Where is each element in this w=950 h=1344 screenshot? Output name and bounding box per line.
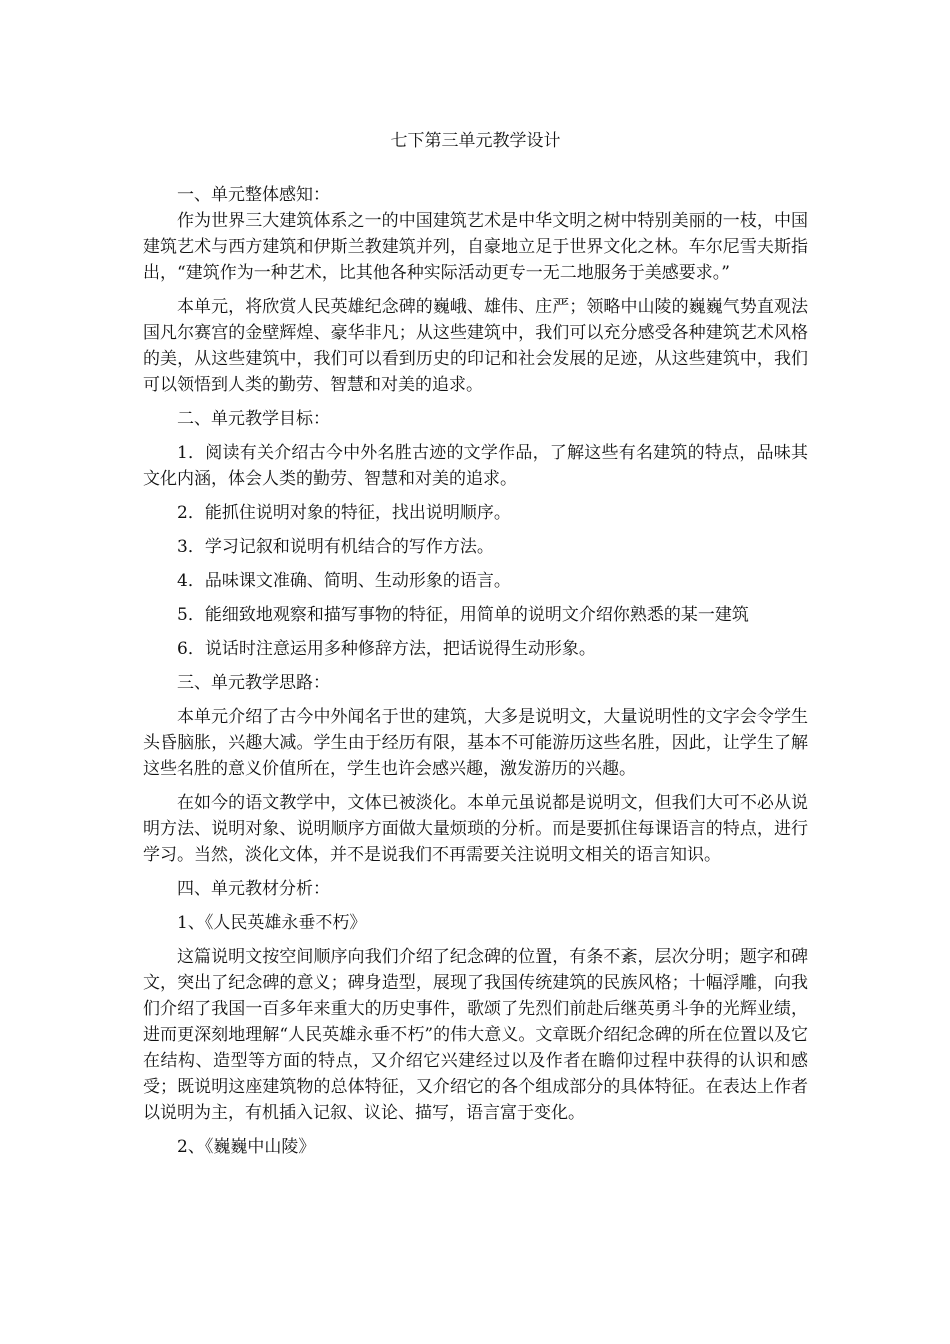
spacer xyxy=(143,492,808,500)
spacer xyxy=(143,526,808,534)
document-body xyxy=(143,120,808,1160)
goal-item-3: 3．学习记叙和说明有机结合的写作方法。 xyxy=(177,537,494,557)
section-1-heading: 一、单元整体感知： xyxy=(177,185,330,205)
spacer xyxy=(143,868,808,876)
spacer xyxy=(143,286,808,294)
spacer xyxy=(143,560,808,568)
spacer xyxy=(143,696,808,704)
section-1-paragraph-1: 作为世界三大建筑体系之一的中国建筑艺术是中华文明之树中特别美丽的一枝，中国建筑艺术与西方建筑和伊斯兰教建筑并列，自豪地立足于世界文化之林。车尔尼雪夫斯指出，“建筑作为一种艺术，比其他各种实际活动更专一无二地服务于美感要求。” xyxy=(143,211,808,283)
goal-item-2: 2．能抓住说明对象的特征，找出说明顺序。 xyxy=(177,503,511,523)
spacer xyxy=(143,782,808,790)
section-3-heading: 三、单元教学思路： xyxy=(177,673,330,693)
section-3-paragraph-1: 本单元介绍了古今中外闻名于世的建筑，大多是说明文，大量说明性的文字会令学生头昏脑胀，兴趣大减。学生由于经历有限，基本不可能游历这些名胜，因此，让学生了解这些名胜的意义价值所在，学生也许会感兴趣，激发游历的兴趣。 xyxy=(143,707,808,779)
spacer xyxy=(143,628,808,636)
title-spacer xyxy=(143,154,808,182)
section-3-paragraph-2: 在如今的语文教学中，文体已被淡化。本单元虽说都是说明文，但我们大可不必从说明方法、说明对象、说明顺序方面做大量烦琐的分析。而是要抓住每课语言的特点，进行学习。当然，淡化文体，并不是说我们不再需要关注说明文相关的语言知识。 xyxy=(143,793,808,865)
goal-item-5: 5．能细致地观察和描写事物的特征，用简单的说明文介绍你熟悉的某一建筑 xyxy=(177,605,749,625)
spacer xyxy=(143,662,808,670)
goal-item-4: 4．品味课文准确、简明、生动形象的语言。 xyxy=(177,571,511,591)
lesson-2-title: 2、《巍巍中山陵》 xyxy=(177,1137,316,1157)
goal-item-6: 6．说话时注意运用多种修辞方法，把话说得生动形象。 xyxy=(177,639,596,659)
goal-item-1: 1．阅读有关介绍古今中外名胜古迹的文学作品，了解这些有名建筑的特点，品味其文化内涵，体会人类的勤劳、智慧和对美的追求。 xyxy=(143,443,808,489)
section-4-heading: 四、单元教材分析： xyxy=(177,879,330,899)
spacer xyxy=(143,936,808,944)
spacer xyxy=(143,1126,808,1134)
document-title: 七下第三单元教学设计 xyxy=(390,131,561,151)
section-2-heading: 二、单元教学目标： xyxy=(177,409,330,429)
spacer xyxy=(143,398,808,406)
section-1-paragraph-2: 本单元，将欣赏人民英雄纪念碑的巍峨、雄伟、庄严；领略中山陵的巍巍气势直观法国凡尔赛宫的金壁辉煌、豪华非凡；从这些建筑中，我们可以充分感受各种建筑艺术风格的美，从这些建筑中，我们可以看到历史的印记和社会发展的足迹，从这些建筑中，我们可以领悟到人类的勤劳、智慧和对美的追求。 xyxy=(143,297,808,395)
lesson-1-text: 这篇说明文按空间顺序向我们介绍了纪念碑的位置，有条不紊，层次分明；题字和碑文，突出了纪念碑的意义；碑身造型，展现了我国传统建筑的民族风格；十幅浮雕，向我们介绍了我国一百多年来重大的历史事件，歌颂了先烈们前赴后继英勇斗争的光辉业绩，进而更深刻地理解“人民英雄永垂不朽”的伟大意义。文章既介绍纪念碑的所在位置以及它在结构、造型等方面的特点，又介绍它兴建经过以及作者在瞻仰过程中获得的认识和感受；既说明这座建筑物的总体特征，又介绍它的各个组成部分的具体特征。在表达上作者以说明为主，有机插入记叙、议论、描写，语言富于变化。 xyxy=(143,947,808,1123)
lesson-1-title: 1、《人民英雄永垂不朽》 xyxy=(177,913,367,933)
spacer xyxy=(143,432,808,440)
spacer xyxy=(143,594,808,602)
spacer xyxy=(143,902,808,910)
